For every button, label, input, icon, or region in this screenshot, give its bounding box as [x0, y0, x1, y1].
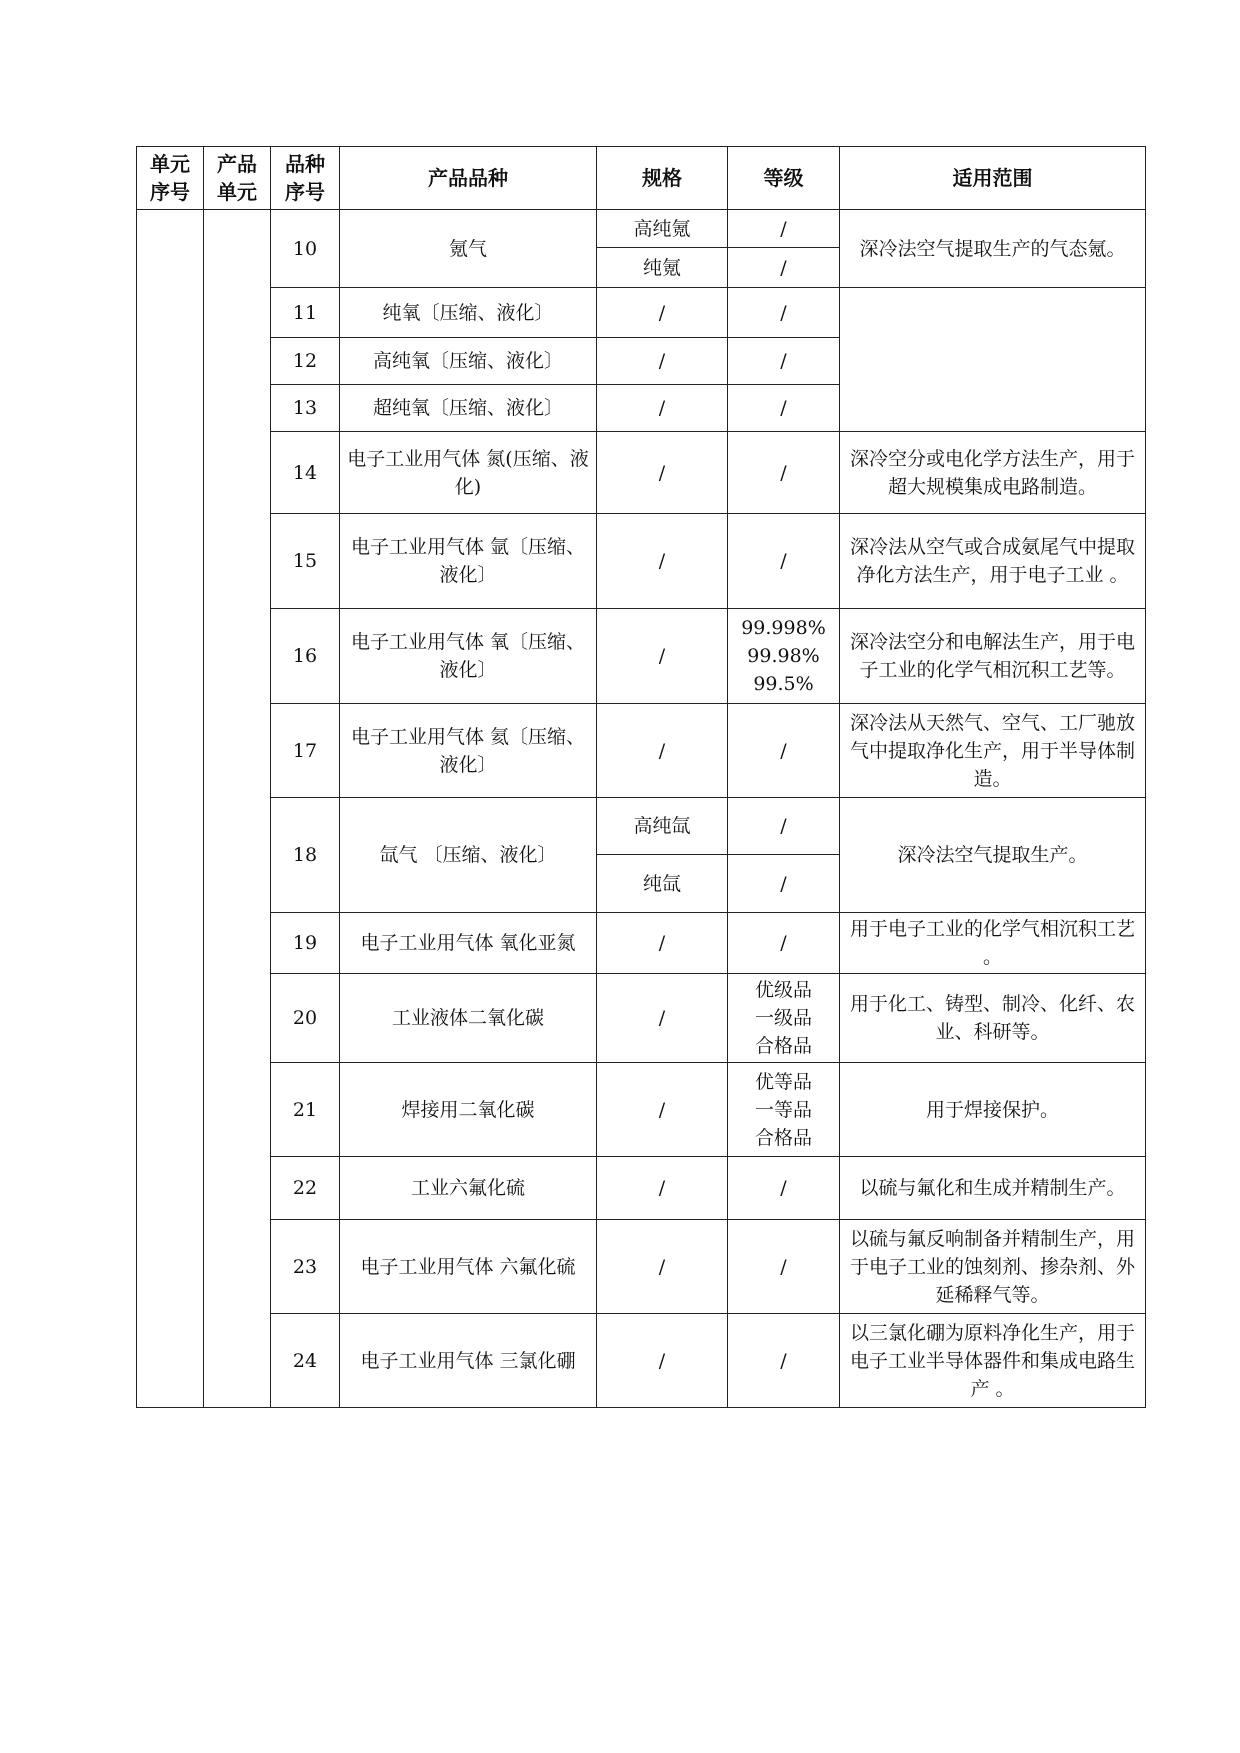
grade: / — [728, 248, 840, 288]
header-spec: 规格 — [597, 147, 728, 210]
spec: / — [597, 974, 728, 1063]
variety-no: 19 — [271, 913, 340, 974]
product-variety-table — [136, 146, 1146, 1408]
variety-no: 18 — [271, 798, 340, 913]
grade: / — [728, 704, 840, 798]
variety-no: 24 — [271, 1314, 340, 1408]
grade-line: 一级品 — [754, 1007, 812, 1029]
scope: 用于化工、铸型、制冷、化纤、农业、科研等。 — [840, 974, 1146, 1063]
variety-name: 氪气 — [340, 210, 597, 288]
variety-no: 15 — [271, 514, 340, 609]
spec: / — [597, 609, 728, 704]
scope: 用于焊接保护。 — [840, 1063, 1146, 1157]
header-variety-no: 品种序号 — [271, 147, 340, 210]
table-row — [137, 704, 1146, 798]
scope: 深冷法空分和电解法生产，用于电子工业的化学气相沉积工艺等。 — [840, 609, 1146, 704]
spec: 高纯氪 — [597, 210, 728, 248]
variety-name: 工业六氟化硫 — [340, 1157, 597, 1220]
grade — [728, 1063, 840, 1157]
grade: / — [728, 385, 840, 432]
variety-name: 高纯氧〔压缩、液化〕 — [340, 338, 597, 385]
spec: / — [597, 1157, 728, 1220]
scope — [840, 288, 1146, 432]
table-row — [137, 798, 1146, 855]
table-row — [137, 210, 1146, 248]
spec: / — [597, 1220, 728, 1314]
grade-line: 优等品 — [754, 1070, 812, 1093]
variety-name: 电子工业用气体 六氟化硫 — [340, 1220, 597, 1314]
grade: / — [728, 1314, 840, 1408]
variety-no: 11 — [271, 288, 340, 338]
variety-name: 电子工业用气体 氧〔压缩、液化〕 — [340, 609, 597, 704]
variety-no: 21 — [271, 1063, 340, 1157]
table-row — [137, 974, 1146, 1063]
grade-line: 一等品 — [754, 1098, 812, 1121]
header-product-variety: 产品品种 — [340, 147, 597, 210]
table-row — [137, 288, 1146, 338]
header-row — [137, 147, 1146, 210]
scope: 以硫与氟反响制备并精制生产，用于电子工业的蚀刻剂、掺杂剂、外延稀释气等。 — [840, 1220, 1146, 1314]
variety-no: 13 — [271, 385, 340, 432]
variety-no: 10 — [271, 210, 340, 288]
grade-line: 99.5% — [753, 673, 814, 695]
scope: 深冷法从空气或合成氨尾气中提取净化方法生产，用于电子工业 。 — [840, 514, 1146, 609]
variety-name: 电子工业用气体 氩〔压缩、液化〕 — [340, 514, 597, 609]
table-row — [137, 432, 1146, 514]
spec: / — [597, 1063, 728, 1157]
table-row — [137, 514, 1146, 609]
grade: / — [728, 798, 840, 855]
variety-name: 纯氧〔压缩、液化〕 — [340, 288, 597, 338]
scope: 以硫与氟化和生成并精制生产。 — [840, 1157, 1146, 1220]
grade: / — [728, 1220, 840, 1314]
grade: / — [728, 338, 840, 385]
unit-no-cell — [137, 210, 204, 1408]
variety-no: 16 — [271, 609, 340, 704]
grade: / — [728, 913, 840, 974]
header-unit-no: 单元序号 — [137, 147, 204, 210]
variety-name: 氙气 〔压缩、液化〕 — [340, 798, 597, 913]
table-row — [137, 913, 1146, 974]
table-row — [137, 609, 1146, 704]
variety-no: 22 — [271, 1157, 340, 1220]
scope: 深冷法从天然气、空气、工厂驰放气中提取净化生产，用于半导体制造。 — [840, 704, 1146, 798]
variety-no: 12 — [271, 338, 340, 385]
variety-name: 工业液体二氧化碳 — [340, 974, 597, 1063]
spec: / — [597, 288, 728, 338]
table-row — [137, 1220, 1146, 1314]
spec: 高纯氙 — [597, 798, 728, 855]
scope: 以三氯化硼为原料净化生产，用于电子工业半导体器件和集成电路生产 。 — [840, 1314, 1146, 1408]
table-row — [137, 1314, 1146, 1408]
spec: / — [597, 514, 728, 609]
grade — [728, 974, 840, 1063]
variety-name: 超纯氧〔压缩、液化〕 — [340, 385, 597, 432]
header-grade: 等级 — [728, 147, 840, 210]
variety-name: 电子工业用气体 氮(压缩、液化) — [340, 432, 597, 514]
table-row — [137, 1157, 1146, 1220]
grade: / — [728, 432, 840, 514]
variety-name: 焊接用二氧化碳 — [340, 1063, 597, 1157]
spec: 纯氪 — [597, 248, 728, 288]
grade: / — [728, 288, 840, 338]
grade — [728, 609, 840, 704]
variety-no: 17 — [271, 704, 340, 798]
variety-name: 电子工业用气体 氦〔压缩、液化〕 — [340, 704, 597, 798]
product-unit-cell — [204, 210, 271, 1408]
spec: / — [597, 1314, 728, 1408]
grade-line: 99.998% — [741, 617, 826, 639]
grade: / — [728, 1157, 840, 1220]
scope: 深冷法空气提取生产。 — [840, 798, 1146, 913]
grade-line: 合格品 — [754, 1035, 812, 1057]
spec: / — [597, 338, 728, 385]
spec: 纯氙 — [597, 855, 728, 913]
spec: / — [597, 432, 728, 514]
header-product-unit: 产品单元 — [204, 147, 271, 210]
scope: 深冷法空气提取生产的气态氪。 — [840, 210, 1146, 288]
spec: / — [597, 913, 728, 974]
spec: / — [597, 385, 728, 432]
variety-no: 23 — [271, 1220, 340, 1314]
scope: 深冷空分或电化学方法生产，用于超大规模集成电路制造。 — [840, 432, 1146, 514]
variety-name: 电子工业用气体 氧化亚氮 — [340, 913, 597, 974]
grade-line: 99.98% — [747, 645, 820, 667]
grade-line: 合格品 — [754, 1126, 812, 1149]
scope: 用于电子工业的化学气相沉积工艺 。 — [840, 913, 1146, 974]
grade-line: 优级品 — [754, 979, 812, 1001]
table-row — [137, 1063, 1146, 1157]
header-scope: 适用范围 — [840, 147, 1146, 210]
grade: / — [728, 855, 840, 913]
variety-no: 14 — [271, 432, 340, 514]
spec: / — [597, 704, 728, 798]
grade: / — [728, 210, 840, 248]
variety-no: 20 — [271, 974, 340, 1063]
variety-name: 电子工业用气体 三氯化硼 — [340, 1314, 597, 1408]
grade: / — [728, 514, 840, 609]
